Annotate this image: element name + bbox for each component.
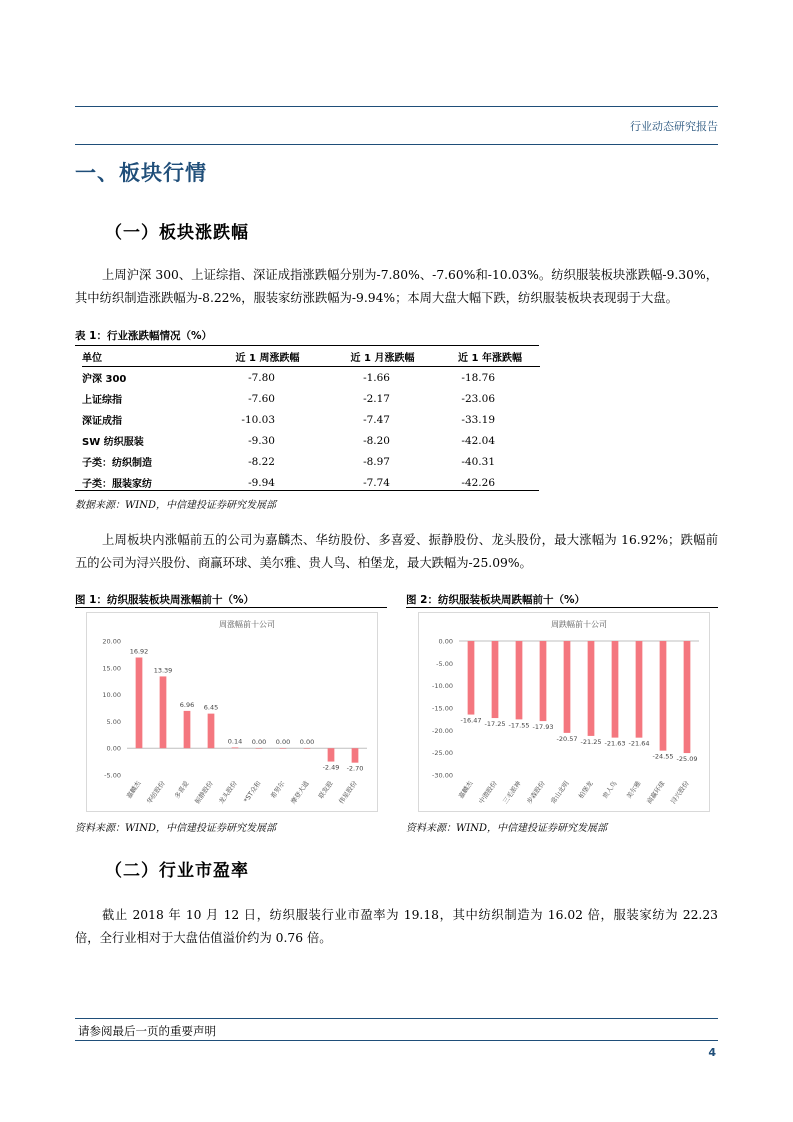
header-label: 行业动态研究报告 (630, 120, 718, 133)
table-header-cell: 近 1 年涨跌幅 (440, 347, 540, 367)
data-label: -21.64 (628, 739, 650, 748)
y-tick-label: 0.00 (438, 637, 453, 646)
figure1-rule (75, 607, 387, 608)
category-label: 龙头股份 (217, 779, 239, 806)
category-label: 伟星股份 (337, 779, 359, 806)
category-label: 振静股份 (193, 779, 215, 806)
table-bottom-rule (75, 490, 539, 491)
data-label: 16.92 (129, 647, 149, 656)
table-cell: -8.20 (363, 434, 390, 447)
bar (468, 641, 475, 715)
category-label: 常山北明 (549, 779, 571, 806)
category-label: 希努尔 (268, 779, 287, 801)
table-cell: -42.04 (461, 434, 495, 447)
y-tick-label: 0.00 (106, 744, 121, 753)
category-label: *ST众和 (242, 779, 263, 805)
chart-title: 周涨幅前十公司 (219, 620, 275, 629)
y-tick-label: -25.00 (432, 749, 453, 758)
bar (636, 641, 643, 738)
bar (232, 747, 239, 748)
footer-rule-2 (75, 1040, 718, 1041)
data-label: -21.63 (604, 739, 626, 748)
y-tick-label: -10.00 (432, 682, 453, 691)
bar (208, 714, 215, 749)
table-cell: -7.80 (248, 371, 275, 384)
bar (328, 748, 335, 761)
category-label: 步森股份 (525, 779, 547, 806)
data-label: -20.57 (556, 734, 578, 743)
table-cell: SW 纺织服装 (82, 437, 144, 448)
figure2-caption: 图 2：纺织服装板块周跌幅前十（%） (406, 594, 585, 606)
table-row (82, 430, 540, 451)
data-label: -21.25 (580, 737, 602, 746)
figure1-source: 资料来源：WIND，中信建投证券研究发展部 (75, 823, 276, 834)
table-cell: -1.66 (363, 371, 390, 384)
bar (588, 641, 595, 736)
figure1-caption: 图 1：纺织服装板块周涨幅前十（%） (75, 594, 254, 606)
category-label: 嘉麟杰 (456, 779, 475, 801)
data-label: 0.00 (275, 738, 291, 747)
table-cell: -8.97 (363, 455, 390, 468)
bar (612, 641, 619, 738)
bar (516, 641, 523, 719)
table-cell: 子类：服装家纺 (82, 479, 152, 490)
paragraph-2: 上周板块内涨幅前五的公司为嘉麟杰、华纺股份、多喜爱、振静股份、龙头股份，最大涨幅为 16.92%；跌幅前五的公司为浔兴股份、商赢环球、美尔雅、贵人鸟、柏堡龙，最大跌幅为-25.09%。 (75, 533, 718, 570)
data-label: 0.00 (299, 738, 315, 747)
category-label: 柏堡龙 (576, 779, 595, 801)
table-cell: -8.22 (248, 455, 275, 468)
data-label: 0.00 (251, 738, 267, 747)
table-cell: -9.30 (248, 434, 275, 447)
table-cell: -33.19 (461, 413, 495, 426)
bar (136, 658, 143, 749)
paragraph-3: 截止 2018 年 10 月 12 日，纺织服装行业市盈率为 19.18，其中纺织制造为 16.02 倍，服装家纺为 22.23 倍，全行业相对于大盘估值溢价约为 0.76 倍。 (75, 908, 718, 945)
footer-rule (75, 1018, 718, 1019)
data-label: 0.14 (227, 737, 243, 746)
bar (564, 641, 571, 733)
bar (160, 676, 167, 748)
table-cell: 子类：纺织制造 (82, 458, 152, 469)
table-top-rule (75, 345, 539, 346)
table-cell: 深证成指 (82, 416, 122, 427)
table-source: 数据来源：WIND，中信建投证券研究发展部 (75, 500, 276, 511)
performance-table (82, 347, 540, 493)
table-cell: -40.31 (461, 455, 495, 468)
category-label: 摩登大道 (289, 779, 311, 806)
chart-title: 周跌幅前十公司 (551, 620, 607, 629)
table-row (82, 388, 540, 409)
subsection-title-2: （二）行业市盈率 (105, 861, 249, 881)
table-cell: -7.60 (248, 392, 275, 405)
table-cell: -10.03 (241, 413, 275, 426)
data-label: -24.55 (652, 752, 674, 761)
table-cell: -7.74 (363, 476, 390, 489)
data-label: -17.93 (532, 723, 554, 732)
bar (256, 748, 263, 749)
table-cell: -18.76 (461, 371, 495, 384)
data-label: 6.96 (179, 700, 195, 709)
data-label: 13.39 (153, 666, 173, 675)
chart1-frame (86, 612, 378, 812)
table-cell: -2.17 (363, 392, 390, 405)
bar (304, 748, 311, 749)
table-header-row (82, 347, 540, 367)
table-cell: -23.06 (461, 392, 495, 405)
category-label: 商赢环球 (645, 779, 667, 806)
chart2-frame (418, 612, 710, 812)
table-cell: -9.94 (248, 476, 275, 489)
table-caption: 表 1：行业涨跌幅情况（%） (75, 330, 212, 342)
category-label: 三毛派神 (501, 779, 523, 806)
y-tick-label: -5.00 (436, 659, 453, 668)
y-tick-label: 20.00 (102, 637, 121, 646)
page-number: 4 (708, 1046, 716, 1059)
bar (540, 641, 547, 721)
figure2-rule (406, 607, 718, 608)
data-label: -17.25 (484, 720, 506, 729)
table-cell: 沪深 300 (82, 374, 127, 385)
category-label: 多喜爱 (172, 779, 191, 801)
category-label: 浔兴股份 (669, 779, 691, 806)
chart2-svg (419, 613, 709, 811)
y-tick-label: -20.00 (432, 726, 453, 735)
figure2-source: 资料来源：WIND，中信建投证券研究发展部 (406, 823, 607, 834)
data-label: -2.49 (322, 763, 340, 772)
table-row (82, 367, 540, 389)
data-label: -2.70 (346, 764, 364, 773)
footer-disclaimer: 请参阅最后一页的重要声明 (78, 1024, 216, 1038)
data-label: -16.47 (460, 716, 482, 725)
bar (280, 748, 287, 749)
category-label: 嘉麟杰 (124, 779, 143, 801)
bar (352, 748, 359, 762)
category-label: 贵人鸟 (600, 779, 619, 801)
paragraph-1: 上周沪深 300、上证综指、深证成指涨跌幅分别为-7.80%、-7.60%和-10.03%。纺织服装板块涨跌幅-9.30%，其中纺织制造涨跌幅为-8.22%，服装家纺涨跌幅为-9.94%；本周大盘大幅下跌，纺织服装板块表现弱于大盘。 (75, 268, 718, 305)
section-title: 一、板块行情 (75, 161, 207, 185)
bar (684, 641, 691, 753)
category-label: 美尔雅 (624, 779, 643, 801)
bar (184, 711, 191, 748)
bar (660, 641, 667, 751)
table-header-cell: 近 1 月涨跌幅 (325, 347, 440, 367)
bar (492, 641, 499, 718)
y-tick-label: -15.00 (432, 704, 453, 713)
y-tick-label: 5.00 (106, 717, 121, 726)
data-label: -17.55 (508, 721, 530, 730)
category-label: 华纺股份 (145, 779, 167, 806)
header-rule-bottom (75, 144, 718, 145)
category-label: 联发股 (316, 779, 335, 801)
category-label: 中潜股份 (477, 779, 499, 806)
chart1-svg (87, 613, 377, 811)
data-label: 6.45 (203, 703, 219, 712)
header-rule-top (75, 106, 718, 107)
y-tick-label: -30.00 (432, 771, 453, 780)
y-tick-label: 10.00 (102, 691, 121, 700)
table-cell: 上证综指 (82, 395, 122, 406)
table-row (82, 451, 540, 472)
table-row (82, 409, 540, 430)
table-cell: -7.47 (363, 413, 390, 426)
table-header-cell: 单位 (82, 347, 210, 367)
data-label: -25.09 (676, 755, 698, 764)
y-tick-label: -5.00 (104, 771, 121, 780)
table-header-cell: 近 1 周涨跌幅 (210, 347, 325, 367)
subsection-title-1: （一）板块涨跌幅 (105, 223, 249, 243)
y-tick-label: 15.00 (102, 664, 121, 673)
table-cell: -42.26 (461, 476, 495, 489)
